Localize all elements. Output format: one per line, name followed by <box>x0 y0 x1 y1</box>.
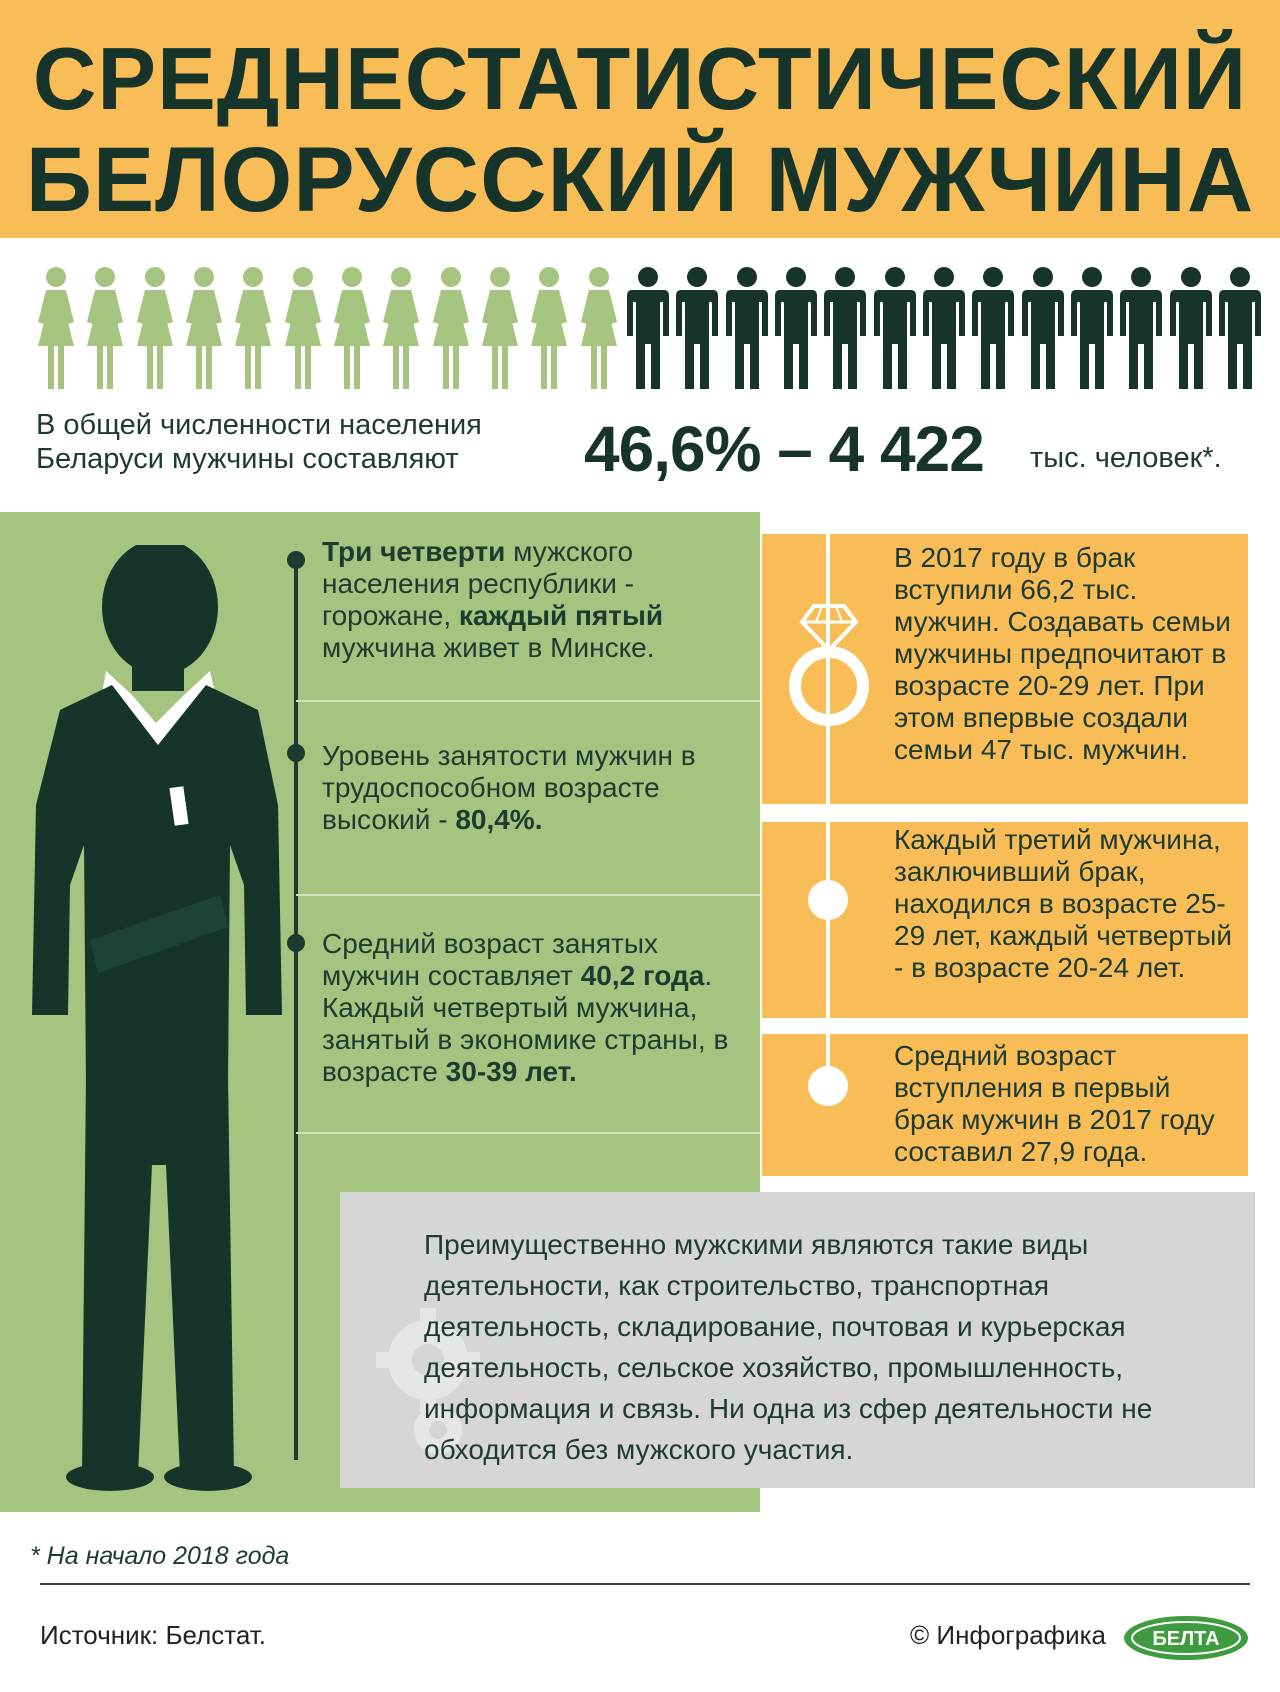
male-person-icon <box>1214 266 1266 391</box>
sectors-text: Преимущественно мужскими являются такие виды деятельности, как строительство, транспортная деятельность, складирование, почтовая и курьерская деятельность, сельское хозяйство, промышленность, информация и связь. Ни одна из сфер деятельности не обходится без мужского участия. <box>424 1229 1153 1465</box>
female-person-icon <box>425 266 477 391</box>
female-person-icon <box>474 266 526 391</box>
green-divider-2 <box>296 894 760 896</box>
female-person-icon <box>30 266 82 391</box>
female-person-icon <box>326 266 378 391</box>
credit: © Инфографика <box>910 1620 1107 1650</box>
title-line-2: БЕЛОРУССКИЙ МУЖЧИНА <box>25 129 1255 231</box>
green-divider-1 <box>296 700 760 702</box>
timeline-dot-1 <box>287 551 305 569</box>
belta-logo-text: БЕЛТА <box>1152 1628 1220 1650</box>
male-person-icon <box>918 266 970 391</box>
male-person-icon <box>1066 266 1118 391</box>
female-person-icon <box>227 266 279 391</box>
gfact1-bold1: Три четверти <box>322 536 506 567</box>
green-fact-3 <box>322 928 732 1088</box>
footer-divider <box>40 1583 1250 1585</box>
male-person-icon <box>622 266 674 391</box>
male-person-icon <box>770 266 822 391</box>
belta-logo <box>1122 1614 1250 1662</box>
gfact1-text1: мужского населения республики - горожане, <box>322 536 635 631</box>
orange-fact-1: В 2017 году в брак вступили 66,2 тыс. мужчин. Создавать семьи мужчины предпочитают в возрасте 20-29 лет. При этом впервые создали семьи 47 тыс. мужчин. <box>894 542 1231 765</box>
orange-dot-2 <box>808 880 848 920</box>
female-person-icon <box>375 266 427 391</box>
timeline-dot-3 <box>287 934 305 952</box>
male-person-icon <box>967 266 1019 391</box>
male-person-icon <box>869 266 921 391</box>
male-person-icon <box>1165 266 1217 391</box>
population-caption-line1: В общей численности населения <box>36 409 482 441</box>
gfact2-text1: Уровень занятости мужчин в трудоспособном возрасте высокий - <box>322 740 696 835</box>
female-person-icon <box>79 266 131 391</box>
population-caption-line2: Беларуси мужчины составляют <box>36 443 459 475</box>
female-person-icon <box>129 266 181 391</box>
orange-fact-2: Каждый третий мужчина, заключивший брак, находился в возрасте 25-29 лет, каждый четвертый - в возрасте 20-24 лет. <box>894 824 1232 983</box>
orange-dot-3 <box>808 1066 848 1106</box>
green-fact-2 <box>322 740 722 836</box>
population-icons <box>30 266 1266 391</box>
green-fact-1 <box>322 536 682 664</box>
gfact3-bold1: 40,2 года <box>580 960 705 991</box>
male-person-icon <box>671 266 723 391</box>
gfact3-text1: Средний возраст занятых мужчин составляет <box>322 928 658 991</box>
footnote: * На начало 2018 года <box>30 1542 290 1570</box>
male-person-icon <box>819 266 871 391</box>
ring-icon <box>784 598 874 728</box>
title-line-1: СРЕДНЕСТАТИСТИЧЕСКИЙ <box>32 29 1248 128</box>
male-person-icon <box>721 266 773 391</box>
population-unit: тыс. человек*. <box>1030 442 1222 474</box>
timeline-dot-2 <box>287 744 305 762</box>
gfact1-bold2: каждый пятый <box>458 600 664 631</box>
green-divider-3 <box>296 1132 760 1134</box>
female-person-icon <box>523 266 575 391</box>
male-person-icon <box>1017 266 1069 391</box>
gfact2-bold1: 80,4%. <box>455 804 543 835</box>
female-person-icon <box>178 266 230 391</box>
orange-fact-3: Средний возраст вступления в первый брак мужчин в 2017 году составил 27,9 года. <box>894 1040 1215 1167</box>
female-person-icon <box>573 266 625 391</box>
source: Источник: Белстат. <box>40 1620 267 1650</box>
gfact1-text2: мужчина живет в Минске. <box>322 632 655 663</box>
female-person-icon <box>277 266 329 391</box>
header-banner <box>0 0 1280 238</box>
gfact3-bold2: 30-39 лет. <box>445 1056 577 1087</box>
man-silhouette-icon <box>20 545 285 1495</box>
population-caption <box>36 408 482 476</box>
population-percent-count: 46,6% – 4 422 <box>584 413 984 485</box>
male-person-icon <box>1115 266 1167 391</box>
green-timeline <box>294 560 298 1460</box>
gfact3-text2: . Каждый четвертый мужчина, занятый в экономике страны, в возрасте <box>322 960 729 1087</box>
